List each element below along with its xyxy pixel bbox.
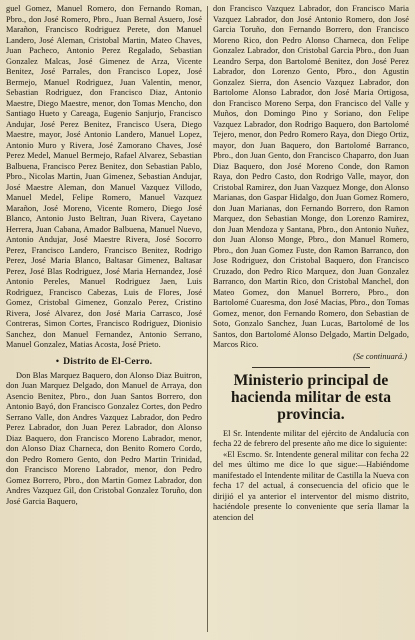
names-list-continued-paragraph: don Francisco Vazquez Labrador, don Francisco Maria Vazquez Labrador, don José Antonio Romero, don José Garcia Toruño, don Fernando Borrero, don Francisco Moreno Rico, don Pedro Alonso Charneca, don Felipe Gonzalez Labrador, don Cristobal Garcia Pbro., don Juan Leandro Serpa, don Bartolomé Benitez, don José Perez Labrador, don Lorenzo Gento, Pbro., don Agustin Gonzalez Sierra, don Asencio Vazquez Labrador, don Bartolome Alonso Labrador, don José Maria Ortigosa, don Francisco Moreno Serpa, don Francisco del Valle y Muños, don Domingo Pino y Soriano, don Felipe Vazquez Labrador, don Rodrigo Baquero, don Bartolomé Tejero, menor, don Pedro Romero Raya, don Diego Ortiz, mayor, don Juan Baquero, don Bartolomé Barranco, Pbro., don Juan Gento, don Francisco Chaparro, don Juan Diaz Baquero, don José Moreno Conde, don Ramon Raya, don Pedro Casto, don Rodrigo Valle, mayor, don Cristobal Ramirez, don Juan Vazquez Monge, don Alonso Marianas, don Gaspar Hidalgo, don Juan Gomez Romero, don Juan Marianas, don Fernando Borrero, don Ramon Marquez, don Sebastian Monge, don Lorenzo Ramirez, don Juan Mendoza y Santana, Pbro., don Antonio Nuñez, don Juan Alonso Monge, Pbro., don Manuel Romero, Pbro., don Juan Gomez Fuste, don Ramon Barranco, don Jose Rodriguez, don Cristobal Baquero, don Francisco Cruzado, don Pedro Rico Marquez, don Juan Gonzalez Barranco, don Martin Rico, don Cristobal Manchel, don Mateo Gomez, don Manuel Borrero, Pbro., don Bartolomé Cuaresma, don José Macias, Pbro., don Tomas Gomez, menor, don Fernando Romero, don Sebastian de Soto, Gonzalo Sanchez, Juan Lucas, Bartolomé de los Santos, don Bartolomé Alonso Delgado, Martin Delgado, Marcos Rico. bbox=[213, 4, 409, 349]
left-column bbox=[6, 4, 202, 636]
names-list-paragraph: guel Gomez, Manuel Romero, don Fernando Roman, Pbro., don José Romero, Pbro., Juan Bernal Asuero, José Marañon, Francisco Rodriguez Perete, don Manuel Landero, José Aleman, Cristobal Martin, Mateo Chaves, Juan Pacheco, Antonio Perez Regalado, Sebastian Gonzalez Malcas, José Gimenez de Arza, Vicente Benitez, José Parrales, don Francisco Lopez, José Bermejo, Manuel Rodriguez, Juan Valentin, menor, Sebastian Rodriguez, don Francisco Diaz, Antonio Maestre, Diego Maestre, menor, don Tomas Mencho, don Santiago Hueto y Careaga, Eugenio Sanjurjo, Francisco Andujar, José Perez Benitez, Francisco Usera, Diego Maestre, mayor, José Antonio Landero, Manuel Lopez, Antonio Muro y Rivera, José Zamorano Chaves, José Perez Medel, Manuel Bermejo, Rafael Alvarez, Sebastian Balbuena, Francisco Perez Benitez, don Sebastian Pablo, Pbro., Nicolas Martin, Juan Gimenez, Sebastian Andujar, José Maestre Aleman, don Manuel Vazquez Villodo, Manuel Medel, Felipe Romero, Manuel Vazquez Marañon, José Moreno, Vicente Romero, Diego José Blanco, Antonio Justo Beltran, Juan Rivera, Cayetano Herrera, Juan Cabana, Amador Balbuena, Manuel Nuevo, Antonio Andujar, José Maestre Rivera, José Socorro Perez, Francisco Landero, Francisco Benitez, Rodrigo Perez, José Maria Blanco, Baltasar Gimenez, Baltasar Perez, José Blas Rodriguez, José Maria Hernandez, José Antonio Pereles, Manuel Rodriguez Jaen, Luis Rodriguez, Francisco Cabezas, Luis de Flores, José Gomez, Cristobal Gimenez, Gonzalo Perez, Cristino Rivera, José Alvarez, don José Maria Carrasco, José Contreras, Simon Cortes, Francisco Rodriguez, Dionisio Sanchez, don Manuel Fernandez, Antonio Serrano, Manuel Gonzalez, Matias Acosta, José Prieto. bbox=[6, 4, 202, 349]
ministry-heading bbox=[213, 372, 409, 423]
column-divider bbox=[207, 6, 208, 632]
ministry-heading-text: Ministerio principal de hacienda militar de esta provincia. bbox=[230, 371, 392, 423]
continued-note: (Se continuará.) bbox=[353, 351, 407, 361]
intro-paragraph: El Sr. Intendente militar del ejército de Andalucía con fecha 22 de febrero del presente año me dice lo siguiente: bbox=[213, 428, 409, 448]
section-heading-text: Distrito de El-Cerro. bbox=[63, 355, 153, 367]
right-column bbox=[213, 4, 409, 636]
bullet-icon: • bbox=[55, 355, 60, 366]
quoted-paragraph: «El Escmo. Sr. Intendente general militar con fecha 22 del mes último me dice lo que sigue:—Habiéndome manifestado el Intendente militar de Castilla la Nueva con fecha 17 del actual, á consecuencia del oficio que le dirijió el ya anterior el interventor del mismo distrito, haciéndole presente lo conveniente que sería llamar la atencion del bbox=[213, 449, 409, 522]
separator-rule bbox=[252, 367, 370, 368]
section-heading bbox=[6, 356, 202, 367]
district-names-paragraph: Don Blas Marquez Baquero, don Alonso Diaz Buitron, don Juan Marquez Delgado, don Manuel de Arraya, don Asencio Benitez, Pbro., don Juan Santos Borrero, don Antonio Bayó, don Francisco Gonzalez Cortes, don Pedro Serrano Valle, don Andres Vazquez Labrador, don Pedro Perez Labrador, don Juan Perez Labrador, don Alonso Diaz Baquero, don Francisco Moreno Labrador, menor, don Alonso Diaz Charneca, don Benito Romero Cordo, don Pedro Romero Gento, don Pedro Martin Trinidad, don Francisco Moreno Labrador, menor, don Pedro Gomez Borrero, Pbro., don Martin Gomez Labrador, don Andres Vazquez Gil, don Cristobal Gonzalez Toruño, don José Garcia Baquero, bbox=[6, 370, 202, 506]
